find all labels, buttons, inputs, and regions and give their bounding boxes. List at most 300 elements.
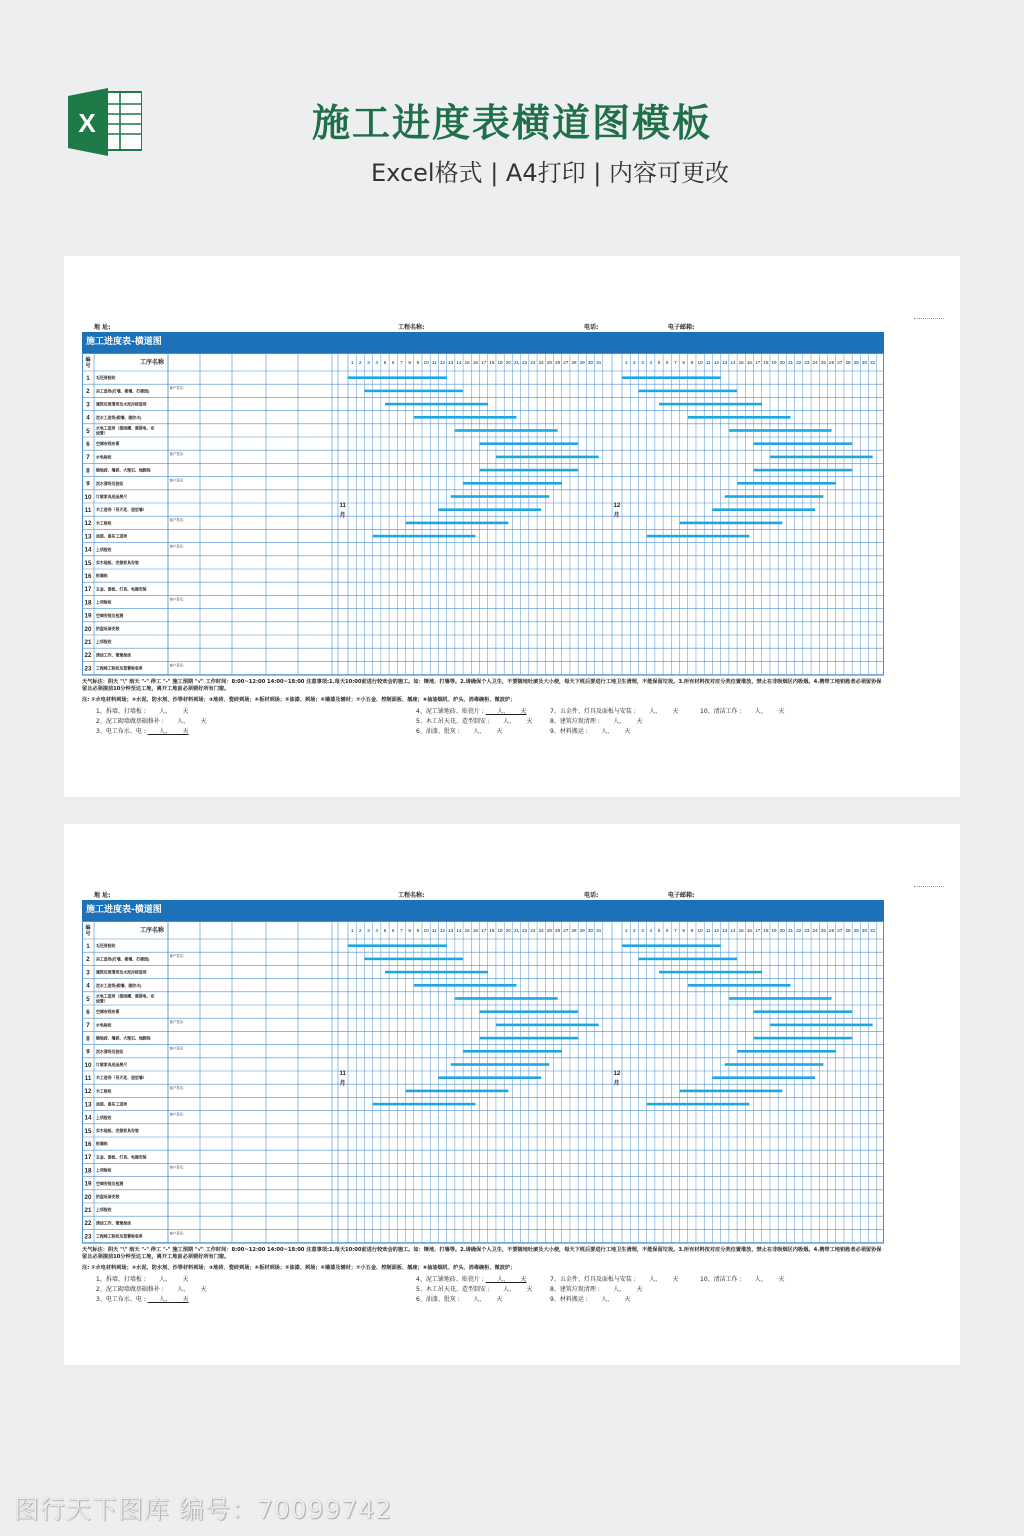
day-header: 22 bbox=[522, 360, 528, 365]
task-name: 铺地砖、墙砖、大理石、地脚线 bbox=[96, 467, 151, 473]
phone-label: 电话: bbox=[584, 324, 599, 331]
gantt-bar bbox=[729, 429, 832, 432]
month-label: 月 bbox=[339, 513, 346, 519]
task-name: 空调布线布管 bbox=[96, 1009, 120, 1015]
gantt-bar bbox=[725, 495, 824, 498]
task-number: 16 bbox=[84, 573, 92, 580]
labor-blank[interactable]: 人、 天 bbox=[165, 1286, 207, 1293]
day-header: 9 bbox=[416, 928, 420, 933]
day-header: 19 bbox=[497, 360, 503, 365]
gantt-bar bbox=[406, 1090, 509, 1093]
day-header: 17 bbox=[481, 928, 487, 933]
day-header: 24 bbox=[812, 928, 818, 933]
day-header: 17 bbox=[481, 360, 487, 365]
day-header: 14 bbox=[456, 928, 462, 933]
address-label: 地 址: bbox=[94, 892, 111, 899]
customer-sign-label: 客户签名: bbox=[169, 1086, 185, 1091]
day-header: 22 bbox=[522, 928, 528, 933]
gantt-bar bbox=[414, 416, 517, 419]
month-label: 12 bbox=[613, 503, 621, 509]
day-header: 27 bbox=[837, 360, 843, 365]
day-header: 28 bbox=[571, 928, 577, 933]
day-header: 1 bbox=[624, 928, 628, 933]
day-header: 16 bbox=[746, 360, 752, 365]
day-header: 28 bbox=[845, 360, 851, 365]
gantt-bar bbox=[712, 1076, 815, 1079]
task-number: 21 bbox=[84, 639, 92, 646]
day-header: 7 bbox=[400, 360, 403, 365]
day-header: 8 bbox=[682, 928, 685, 933]
gantt-bar bbox=[463, 1050, 562, 1053]
labor-task: 2、泥工砌墙做基础修补 : bbox=[96, 1286, 166, 1293]
gantt-bar bbox=[770, 456, 873, 459]
task-number: 9 bbox=[86, 480, 90, 488]
day-header: 12 bbox=[713, 928, 720, 933]
task-number: 15 bbox=[84, 1127, 92, 1135]
labor-task: 8、建筑垃圾清理 : bbox=[550, 1286, 602, 1293]
labor-blank[interactable]: 人、 天 bbox=[461, 1296, 503, 1303]
gantt-bar bbox=[451, 495, 550, 498]
day-header: 4 bbox=[649, 928, 653, 933]
day-header: 20 bbox=[779, 928, 785, 933]
customer-sign-label: 客户签名: bbox=[169, 1165, 185, 1170]
day-header: 8 bbox=[408, 928, 411, 933]
gantt-bar bbox=[373, 1103, 476, 1106]
labor-row bbox=[96, 717, 207, 727]
task-name: 上项验收 bbox=[96, 1207, 112, 1213]
day-header: 1 bbox=[624, 360, 628, 365]
gantt-bar bbox=[712, 508, 815, 511]
day-header: 25 bbox=[820, 928, 826, 933]
gantt-bar bbox=[364, 958, 463, 961]
labor-row bbox=[700, 1275, 784, 1285]
gantt-bar bbox=[480, 469, 579, 472]
labor-blank[interactable]: 人、 天 bbox=[147, 728, 189, 735]
day-header: 6 bbox=[665, 360, 669, 365]
labor-task: 1、拆墙、打墙板 : bbox=[96, 708, 148, 715]
email-label: 电子邮箱: bbox=[668, 324, 695, 331]
gantt-bar bbox=[348, 376, 447, 379]
labor-row bbox=[550, 727, 679, 737]
day-header: 6 bbox=[391, 928, 395, 933]
day-header: 4 bbox=[375, 928, 379, 933]
gantt-bar bbox=[770, 1024, 873, 1027]
task-number: 17 bbox=[84, 1154, 92, 1162]
task-name: 上项验收 bbox=[96, 599, 112, 605]
day-header: 13 bbox=[722, 360, 728, 365]
gantt-bar bbox=[385, 971, 488, 974]
task-name: 建筑垃圾清场及水泥沙砖进场 bbox=[96, 969, 147, 975]
day-header: 11 bbox=[705, 928, 711, 933]
task-number: 11 bbox=[84, 507, 92, 514]
customer-sign-label: 客户签名: bbox=[169, 1020, 185, 1025]
labor-blank[interactable]: 人、 天 bbox=[601, 1286, 643, 1293]
gantt-bar bbox=[463, 482, 562, 485]
col-no-header: 编 bbox=[85, 357, 91, 363]
labor-task: 3、电工布水、电 : bbox=[96, 728, 148, 735]
month-label: 月 bbox=[339, 1081, 346, 1087]
day-header: 29 bbox=[853, 928, 859, 933]
labor-blank[interactable]: 人、 天 bbox=[589, 728, 631, 735]
task-name: 工程竣工验收及签署验收单 bbox=[96, 1233, 143, 1239]
col-task-header: 工序名称 bbox=[139, 360, 165, 366]
day-header: 15 bbox=[738, 928, 744, 933]
day-header: 27 bbox=[563, 928, 569, 933]
task-name: 油漆、扇灰工进场 bbox=[96, 533, 128, 539]
task-name: 五金、面板、灯具、电器安装 bbox=[96, 586, 147, 592]
customer-sign-label: 客户签名: bbox=[169, 478, 185, 483]
task-name: 木工进场（吊天花、造型墙） bbox=[96, 1075, 147, 1081]
task-number: 15 bbox=[84, 559, 92, 567]
customer-sign-label: 客户签名: bbox=[169, 1231, 185, 1236]
labor-task: 5、木工吊天花、造型制安 : bbox=[416, 1286, 492, 1293]
task-name: 线管） bbox=[96, 998, 108, 1004]
day-header: 31 bbox=[596, 360, 602, 365]
task-number: 12 bbox=[84, 520, 92, 528]
gantt-bar bbox=[737, 1050, 836, 1053]
day-header: 16 bbox=[746, 928, 752, 933]
task-number: 23 bbox=[84, 665, 92, 673]
labor-row bbox=[550, 1285, 679, 1295]
day-header: 8 bbox=[408, 360, 411, 365]
labor-blank[interactable]: 人、 天 bbox=[461, 728, 503, 735]
labor-column bbox=[96, 707, 207, 737]
task-number: 5 bbox=[86, 427, 90, 435]
month-label: 12 bbox=[613, 1071, 621, 1077]
task-number: 20 bbox=[84, 1193, 92, 1201]
task-number: 22 bbox=[84, 652, 92, 660]
labor-row bbox=[96, 707, 207, 717]
gantt-bar bbox=[729, 997, 832, 1000]
day-header: 14 bbox=[730, 928, 736, 933]
task-name: 清洁工作、管理保洁 bbox=[96, 652, 132, 658]
materials-note: 注: ①水电材料到场；②水泥、防水剂、沙等材料到场；③地砖、瓷砖到场；④板材到场；⑤油漆、到场；⑥墙漆及辅材；⑦小五金、控制面板、插座；⑧抽油烟机、炉头、消毒碗柜、微波炉； bbox=[82, 697, 516, 703]
task-number: 3 bbox=[86, 969, 90, 977]
day-header: 25 bbox=[546, 928, 552, 933]
gantt-bar bbox=[754, 1010, 853, 1013]
labor-row bbox=[550, 717, 679, 727]
labor-row bbox=[416, 1285, 533, 1295]
gantt-bar bbox=[680, 522, 783, 525]
gantt-bar bbox=[480, 442, 579, 445]
gantt-bar bbox=[647, 1103, 750, 1106]
project-name-label: 工程名称: bbox=[398, 324, 425, 331]
labor-blank[interactable]: 人、 天 bbox=[485, 708, 527, 715]
labor-blank[interactable]: 人、 天 bbox=[637, 708, 679, 715]
day-header: 1 bbox=[350, 360, 354, 365]
labor-blank[interactable]: 人、 天 bbox=[165, 718, 207, 725]
labor-task: 10、清洁工作 : bbox=[700, 1276, 744, 1283]
day-header: 17 bbox=[755, 360, 761, 365]
task-name: 木工验收 bbox=[96, 1088, 112, 1094]
day-header: 21 bbox=[513, 360, 520, 365]
sheet-banner: 施工进度表-横道图 bbox=[82, 332, 884, 353]
day-header: 4 bbox=[375, 360, 379, 365]
labor-row bbox=[550, 1275, 679, 1285]
day-header: 3 bbox=[367, 360, 370, 365]
project-info-row bbox=[82, 890, 884, 900]
labor-task: 7、五金件、灯具及面板与安装 : bbox=[550, 708, 638, 715]
labor-column bbox=[416, 1275, 533, 1305]
gantt-bar bbox=[638, 390, 737, 393]
customer-sign-label: 客户签名: bbox=[169, 452, 185, 457]
weather-note: 天气标注：阴天 "\" 雨天 "-" 停工 "-" 施工预期 "√" 工作时间：8:00~12:00 14:00~18:00 注意事项:1.每天10:00前进行较欢会的施工。如：锤地、打墙等。2.请确保个人卫生，不要随地吐痰及大小便，每天下班后要进行工地卫生清理，不能保留垃圾。3.所有材料按对应分类位置堆放，禁止在非吸烟区内吸烟。4.携带工地钥匙者必须留协保留且必须提前10分钟至达工地，离开工地前必须锁好所有门窗。 bbox=[82, 679, 882, 692]
day-header: 31 bbox=[870, 360, 876, 365]
labor-row bbox=[416, 707, 533, 717]
day-header: 25 bbox=[546, 360, 552, 365]
task-name: 泥水工进场(砌墙、做防水) bbox=[96, 414, 142, 420]
day-header: 27 bbox=[563, 360, 569, 365]
gantt-bar bbox=[455, 429, 558, 432]
labor-column bbox=[96, 1275, 207, 1305]
customer-sign-label: 客户签名: bbox=[169, 663, 185, 668]
sheet-preview-2 bbox=[64, 824, 960, 1365]
task-number: 7 bbox=[86, 454, 90, 462]
day-header: 23 bbox=[530, 928, 536, 933]
day-header: 10 bbox=[697, 928, 703, 933]
day-header: 5 bbox=[383, 928, 387, 933]
task-number: 18 bbox=[84, 599, 92, 607]
day-header: 28 bbox=[571, 360, 577, 365]
task-name: 实木地板、定做家具安装 bbox=[96, 1128, 139, 1133]
task-number: 9 bbox=[86, 1048, 90, 1056]
labor-task: 3、电工布水、电 : bbox=[96, 1296, 148, 1303]
gantt-bar bbox=[622, 376, 721, 379]
gantt-bar bbox=[680, 1090, 783, 1093]
gantt-bar bbox=[754, 442, 853, 445]
gantt-bar bbox=[480, 1037, 579, 1040]
col-no-header: 编 bbox=[85, 925, 91, 931]
labor-blank[interactable]: 人、 天 bbox=[743, 708, 785, 715]
labor-task: 1、拆墙、打墙板 : bbox=[96, 1276, 148, 1283]
day-header: 7 bbox=[674, 928, 677, 933]
labor-blank[interactable]: 人、 天 bbox=[147, 708, 189, 715]
day-header: 23 bbox=[804, 928, 810, 933]
customer-sign-label: 客户签名: bbox=[169, 597, 185, 602]
gantt-bar bbox=[688, 416, 791, 419]
task-number: 6 bbox=[86, 441, 90, 448]
task-number: 10 bbox=[84, 493, 92, 501]
day-header: 21 bbox=[513, 928, 520, 933]
address-label: 地 址: bbox=[94, 324, 111, 331]
gantt-bar bbox=[754, 469, 853, 472]
gantt-grid bbox=[82, 353, 884, 676]
sheet-preview-1 bbox=[64, 256, 960, 797]
day-header: 29 bbox=[579, 928, 585, 933]
task-number: 13 bbox=[84, 1101, 92, 1109]
task-name: 上项验收 bbox=[96, 639, 112, 645]
day-header: 24 bbox=[812, 360, 818, 365]
day-header: 18 bbox=[763, 928, 769, 933]
task-name: 订做家具成品展尺 bbox=[96, 1062, 128, 1067]
day-header: 7 bbox=[400, 928, 403, 933]
day-header: 3 bbox=[641, 928, 644, 933]
month-label: 11 bbox=[339, 503, 346, 509]
task-number: 2 bbox=[86, 956, 90, 964]
task-number: 13 bbox=[84, 533, 92, 541]
day-header: 13 bbox=[448, 360, 454, 365]
weather-note: 天气标注：阴天 "\" 雨天 "-" 停工 "-" 施工预期 "√" 工作时间：8:00~12:00 14:00~18:00 注意事项:1.每天10:00前进行较欢会的施工。如：锤地、打墙等。2.请确保个人卫生，不要随地吐痰及大小便，每天下班后要进行工地卫生清理，不能保留垃圾。3.所有材料按对应分类位置堆放，禁止在非吸烟区内吸烟。4.携带工地钥匙者必须留协保留且必须提前10分钟至达工地，离开工地前必须锁好所有门窗。 bbox=[82, 1247, 882, 1260]
labor-blank[interactable]: 人、 天 bbox=[485, 1276, 527, 1283]
day-header: 9 bbox=[690, 928, 694, 933]
labor-blank[interactable]: 人、 天 bbox=[743, 1276, 785, 1283]
day-header: 20 bbox=[505, 360, 511, 365]
labor-column bbox=[700, 1275, 784, 1285]
labor-blank[interactable]: 人、 天 bbox=[589, 1296, 631, 1303]
day-header: 26 bbox=[829, 360, 835, 365]
task-name: 防盗设备安装 bbox=[96, 626, 120, 631]
day-header: 9 bbox=[690, 360, 694, 365]
day-header: 26 bbox=[555, 928, 561, 933]
day-header: 14 bbox=[456, 360, 462, 365]
labor-row bbox=[416, 1295, 533, 1305]
labor-blank[interactable]: 人、 天 bbox=[491, 718, 533, 725]
day-header: 18 bbox=[489, 928, 495, 933]
task-name: 上项验收 bbox=[96, 546, 112, 552]
customer-sign-label: 客户签名: bbox=[169, 386, 185, 391]
task-name: 杂工进场(打墙、砌墙、打楼面) bbox=[96, 388, 150, 394]
task-name: 贴墙纸 bbox=[96, 573, 108, 579]
day-header: 22 bbox=[796, 928, 802, 933]
task-number: 2 bbox=[86, 388, 90, 396]
task-number: 19 bbox=[84, 1180, 92, 1188]
gantt-bar bbox=[438, 508, 541, 511]
task-name: 空调安装及检测 bbox=[96, 612, 124, 618]
watermark-text: 图行天下图库 编号：70099742 bbox=[14, 1495, 393, 1524]
task-name: 清洁工作、管理保洁 bbox=[96, 1220, 132, 1226]
task-number: 23 bbox=[84, 1233, 92, 1241]
customer-sign-label: 客户签名: bbox=[169, 1046, 185, 1051]
labor-row bbox=[96, 1285, 207, 1295]
day-header: 5 bbox=[657, 360, 661, 365]
day-header: 13 bbox=[722, 928, 728, 933]
day-header: 12 bbox=[439, 928, 446, 933]
task-number: 16 bbox=[84, 1141, 92, 1148]
task-name: 水电验收 bbox=[96, 1022, 112, 1028]
task-name: 空调布线布管 bbox=[96, 441, 120, 447]
day-header: 5 bbox=[657, 928, 661, 933]
day-header: 18 bbox=[763, 360, 769, 365]
col-task-header: 工序名称 bbox=[139, 928, 165, 934]
grid-border bbox=[83, 354, 884, 676]
gantt-bar bbox=[496, 456, 599, 459]
day-header: 10 bbox=[423, 360, 429, 365]
day-header: 10 bbox=[697, 360, 703, 365]
labor-task: 6、油漆、批灰 : bbox=[416, 728, 462, 735]
labor-task: 6、油漆、批灰 : bbox=[416, 1296, 462, 1303]
task-number: 1 bbox=[86, 943, 90, 950]
task-number: 14 bbox=[84, 546, 92, 554]
day-header: 30 bbox=[861, 360, 868, 365]
labor-row bbox=[550, 707, 679, 717]
labor-task: 4、泥工铺地砖、贴瓷片 : bbox=[416, 1276, 486, 1283]
task-number: 1 bbox=[86, 375, 90, 382]
day-header: 11 bbox=[431, 928, 437, 933]
task-number: 4 bbox=[86, 414, 90, 422]
day-header: 2 bbox=[633, 928, 636, 933]
day-header: 3 bbox=[641, 360, 644, 365]
col-no-header: 号 bbox=[85, 363, 91, 369]
day-header: 1 bbox=[350, 928, 354, 933]
labor-task: 9、材料搬运 : bbox=[550, 1296, 590, 1303]
task-name: 木工验收 bbox=[96, 520, 112, 526]
task-name: 上项验收 bbox=[96, 1114, 112, 1120]
task-number: 20 bbox=[84, 625, 92, 633]
day-header: 21 bbox=[787, 360, 794, 365]
day-header: 30 bbox=[861, 928, 868, 933]
gantt-bar bbox=[622, 944, 721, 947]
labor-row bbox=[96, 727, 207, 737]
day-header: 14 bbox=[730, 360, 736, 365]
labor-blank[interactable]: 人、 天 bbox=[147, 1276, 189, 1283]
labor-row bbox=[96, 1275, 207, 1285]
day-header: 24 bbox=[538, 928, 544, 933]
task-name: 毛坯房验收 bbox=[96, 943, 116, 949]
day-header: 11 bbox=[431, 360, 437, 365]
task-name: 防盗设备安装 bbox=[96, 1194, 120, 1199]
day-header: 20 bbox=[505, 928, 511, 933]
labor-blank[interactable]: 人、 天 bbox=[601, 718, 643, 725]
labor-task: 5、木工吊天花、造型制安 : bbox=[416, 718, 492, 725]
gantt-bar bbox=[414, 984, 517, 987]
day-header: 29 bbox=[853, 360, 859, 365]
day-header: 25 bbox=[820, 360, 826, 365]
task-name: 水电工进场（混线槽、强弱电、布 bbox=[96, 425, 155, 431]
project-info-row bbox=[82, 322, 884, 332]
labor-task: 7、五金件、灯具及面板与安装 : bbox=[550, 1276, 638, 1283]
task-name: 泥水工进场(砌墙、做防水) bbox=[96, 982, 142, 988]
task-name: 建筑垃圾清场及水泥沙砖进场 bbox=[96, 401, 147, 407]
gantt-bar bbox=[451, 1063, 550, 1066]
day-header: 21 bbox=[787, 928, 794, 933]
task-name: 木工进场（吊天花、造型墙） bbox=[96, 507, 147, 513]
task-name: 订做家具成品展尺 bbox=[96, 494, 128, 499]
labor-row bbox=[416, 717, 533, 727]
labor-blank[interactable]: 人、 天 bbox=[147, 1296, 189, 1303]
labor-blank[interactable]: 人、 天 bbox=[491, 1286, 533, 1293]
task-name: 贴墙纸 bbox=[96, 1141, 108, 1147]
labor-blank[interactable]: 人、 天 bbox=[637, 1276, 679, 1283]
task-number: 11 bbox=[84, 1075, 92, 1082]
gantt-bar bbox=[659, 971, 762, 974]
gantt-bar bbox=[406, 522, 509, 525]
gantt-bar bbox=[348, 944, 447, 947]
day-header: 19 bbox=[771, 928, 777, 933]
labor-row bbox=[416, 727, 533, 737]
col-no-header: 号 bbox=[85, 931, 91, 937]
task-name: 泥水清场及验收 bbox=[96, 1048, 124, 1054]
day-header: 27 bbox=[837, 928, 843, 933]
gantt-bar bbox=[737, 482, 836, 485]
task-number: 5 bbox=[86, 995, 90, 1003]
email-label: 电子邮箱: bbox=[668, 892, 695, 899]
sheet-banner: 施工进度表-横道图 bbox=[82, 900, 884, 921]
customer-sign-label: 客户签名: bbox=[169, 518, 185, 523]
day-header: 29 bbox=[579, 360, 585, 365]
day-header: 13 bbox=[448, 928, 454, 933]
task-name: 实木地板、定做家具安装 bbox=[96, 560, 139, 565]
labor-task: 2、泥工砌墙做基础修补 : bbox=[96, 718, 166, 725]
day-header: 3 bbox=[367, 928, 370, 933]
day-header: 23 bbox=[804, 360, 810, 365]
task-number: 8 bbox=[86, 1035, 90, 1043]
month-label: 月 bbox=[613, 513, 620, 519]
labor-column bbox=[416, 707, 533, 737]
labor-task: 10、清洁工作 : bbox=[700, 708, 744, 715]
day-header: 30 bbox=[587, 928, 594, 933]
task-name: 铺地砖、墙砖、大理石、地脚线 bbox=[96, 1035, 151, 1041]
gantt-bar bbox=[496, 1024, 599, 1027]
